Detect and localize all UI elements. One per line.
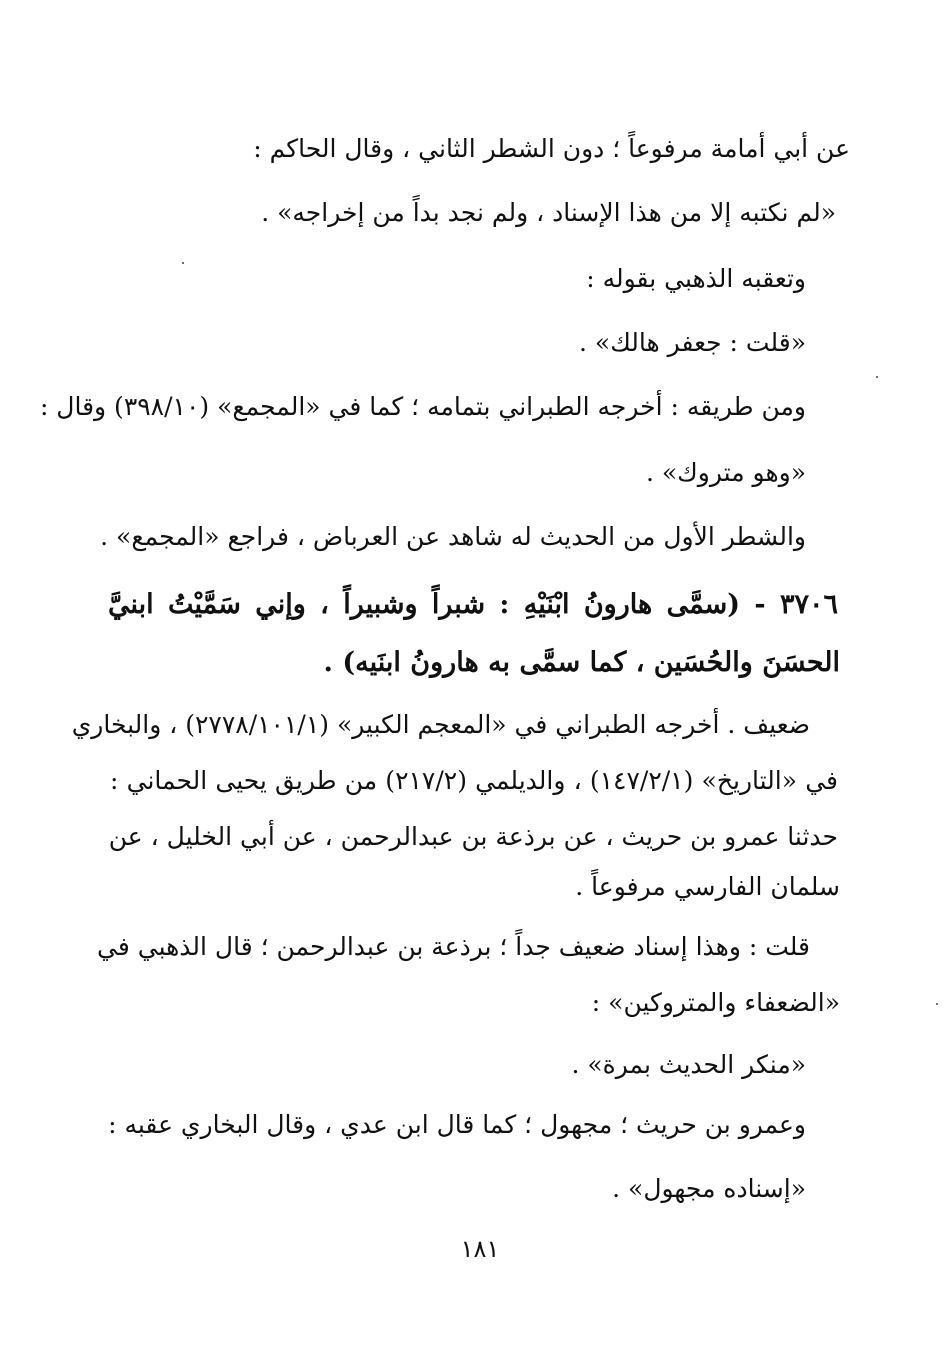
scan-speck (876, 376, 878, 378)
hadith-heading-line-1: ٣٧٠٦ - (سمَّى هارونُ ابْنَيْهِ : شبراً وشبيراً ، وإني سَمَّيْتُ ابنيَّ (108, 589, 838, 620)
comment-line: قلت : وهذا إسناد ضعيف جداً ؛ برذعة بن عبدالرحمن ؛ قال الذهبي في (97, 932, 810, 961)
quote-line: «وهو متروك» . (645, 458, 806, 487)
takhrij-line: ضعيف . أخرجه الطبراني في «المعجم الكبير» (٢٧٧٨/١٠١/١) ، والبخاري (71, 710, 810, 739)
page-number: ١٨١ (460, 1235, 500, 1263)
quote-line: «منكر الحديث بمرة» . (571, 1050, 806, 1079)
takhrij-line: حدثنا عمرو بن حريث ، عن برذعة بن عبدالرحمن ، عن أبي الخليل ، عن (108, 822, 838, 851)
scan-speck (182, 262, 184, 264)
hadith-heading-line-2: الحسَنَ والحُسَين ، كما سمَّى به هارونُ ابنَيه) . (323, 647, 840, 678)
text-line: وتعقبه الذهبي بقوله : (586, 264, 806, 293)
scan-speck (936, 1003, 938, 1005)
quote-line: «قلت : جعفر هالك» . (579, 328, 806, 357)
text-line: ومن طريقه : أخرجه الطبراني بتمامه ؛ كما في «المجمع» (٣٩٨/١٠) وقال : (39, 392, 806, 421)
quote-line: «لم نكتبه إلا من هذا الإسناد ، ولم نجد بداً من إخراجه» . (261, 198, 836, 227)
quote-line: «إسناده مجهول» . (612, 1174, 806, 1203)
comment-line: وعمرو بن حريث ؛ مجهول ؛ كما قال ابن عدي ، وقال البخاري عقبه : (108, 1110, 806, 1139)
takhrij-line: سلمان الفارسي مرفوعاً . (575, 872, 840, 901)
takhrij-line: في «التاريخ» (١٤٧/٢/١) ، والديلمي (٢١٧/٢) من طريق يحيى الحماني : (110, 766, 839, 795)
comment-line: «الضعفاء والمتروكين» : (591, 988, 840, 1017)
text-line: عن أبي أمامة مرفوعاً ؛ دون الشطر الثاني ، وقال الحاكم : (253, 134, 850, 163)
text-line: والشطر الأول من الحديث له شاهد عن العرباض ، فراجع «المجمع» . (100, 522, 806, 551)
